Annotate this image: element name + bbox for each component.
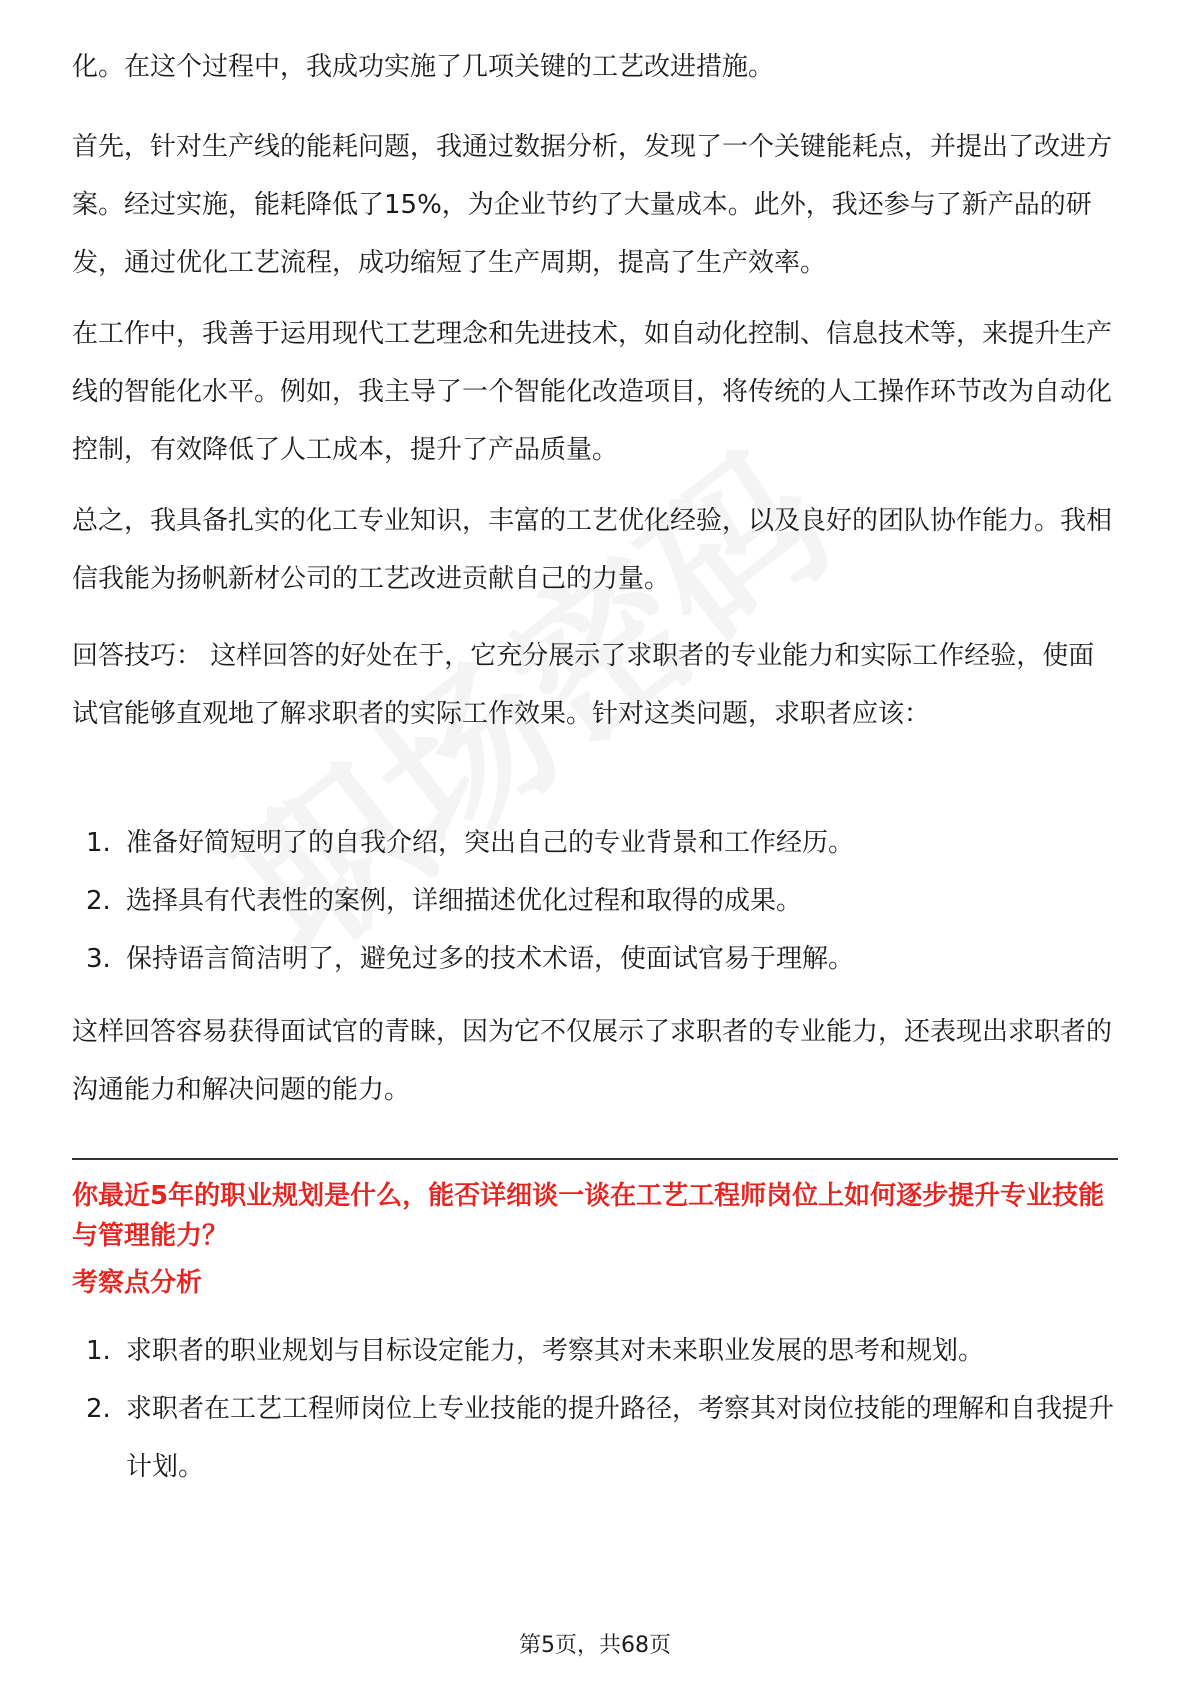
analysis-heading: 考察点分析	[72, 1268, 203, 1298]
list-item: 1. 求职者的职业规划与目标设定能力，考察其对未来职业发展的思考和规划。	[86, 1336, 985, 1366]
question-title: 你最近5年的职业规划是什么，能否详细谈一谈在工艺工程师岗位上如何逐步提升专业技能与管理能力？	[72, 1181, 1105, 1251]
section-divider	[72, 1158, 1118, 1160]
paragraph-4: 总之，我具备扎实的化工专业知识，丰富的工艺优化经验，以及良好的团队协作能力。我相信我能为扬帆新材公司的工艺改进贡献自己的力量。	[72, 506, 1113, 594]
answer-tips-paragraph: 回答技巧： 这样回答的好处在于，它充分展示了求职者的专业能力和实际工作经验，使面试官能够直观地了解求职者的实际工作效果。针对这类问题，求职者应该：	[72, 641, 1095, 729]
paragraph-2: 首先，针对生产线的能耗问题，我通过数据分析，发现了一个关键能耗点，并提出了改进方案。经过实施，能耗降低了15%，为企业节约了大量成本。此外，我还参与了新产品的研发，通过优化工艺流程，成功缩短了生产周期，提高了生产效率。	[72, 132, 1113, 278]
tips-list	[72, 814, 1118, 988]
list-item: 3. 保持语言简洁明了，避免过多的技术术语，使面试官易于理解。	[86, 944, 855, 974]
analysis-list	[72, 1322, 1118, 1496]
list-item: 1. 准备好简短明了的自我介绍，突出自己的专业背景和工作经历。	[86, 828, 855, 858]
paragraph-1: 化。在这个过程中，我成功实施了几项关键的工艺改进措施。	[72, 52, 775, 82]
page-number: 第5页，共68页	[519, 1633, 671, 1658]
closing-paragraph: 这样回答容易获得面试官的青睐，因为它不仅展示了求职者的专业能力，还表现出求职者的沟通能力和解决问题的能力。	[72, 1017, 1113, 1105]
list-item: 2. 选择具有代表性的案例，详细描述优化过程和取得的成果。	[86, 886, 803, 916]
paragraph-3: 在工作中，我善于运用现代工艺理念和先进技术，如自动化控制、信息技术等，来提升生产线的智能化水平。例如，我主导了一个智能化改造项目，将传统的人工操作环节改为自动化控制，有效降低了人工成本，提升了产品质量。	[72, 319, 1113, 465]
list-item: 2. 求职者在工艺工程师岗位上专业技能的提升路径，考察其对岗位技能的理解和自我提升计划。	[86, 1394, 1115, 1482]
